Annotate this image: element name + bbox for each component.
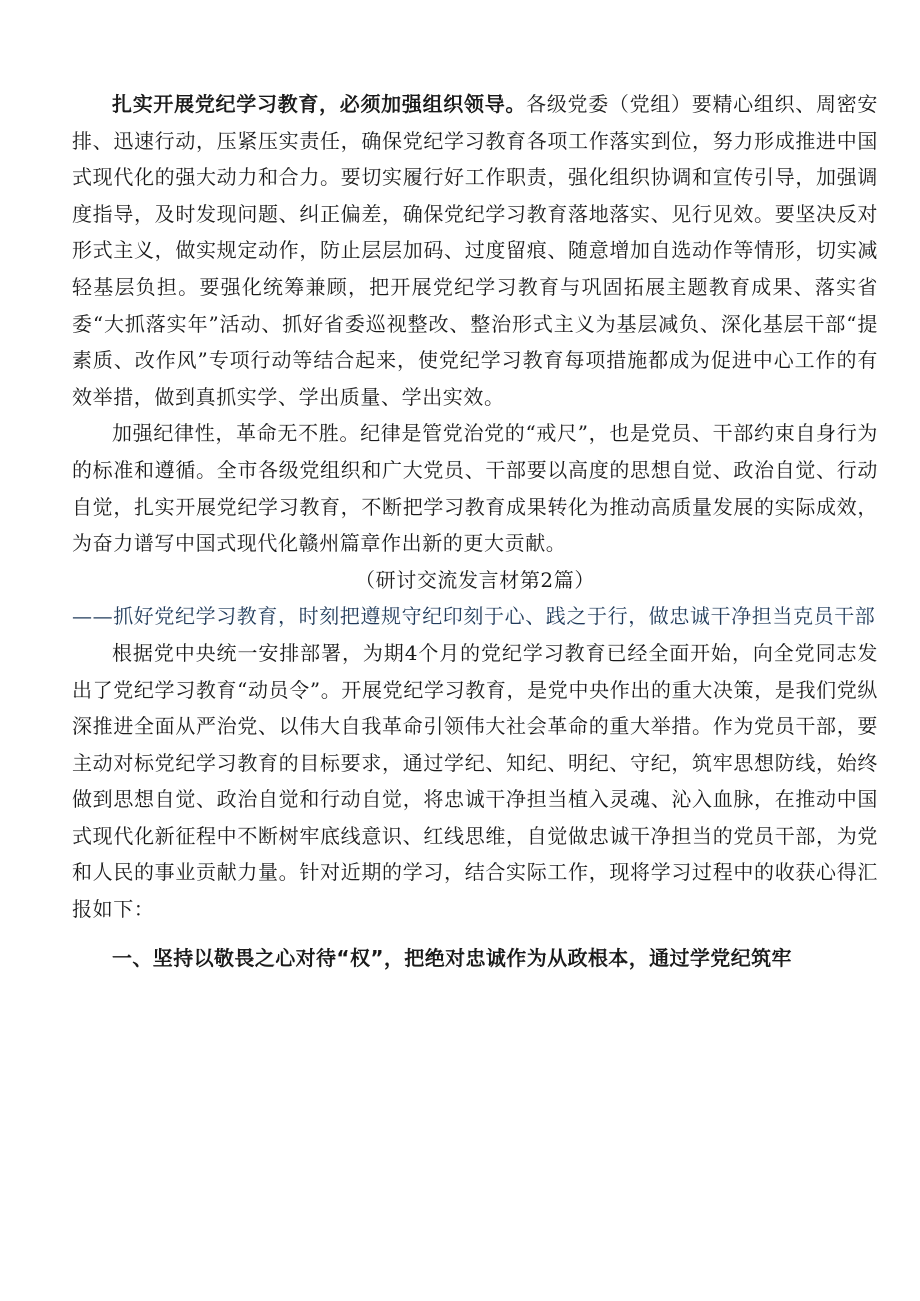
document-page bbox=[72, 86, 878, 976]
paragraph-organization-leadership bbox=[72, 86, 878, 415]
paragraph-introduction: 根据党中央统一安排部署，为期4个月的党纪学习教育已经全面开始，向全党同志发出了党纪学习教育“动员令”。开展党纪学习教育，是党中央作出的重大决策，是我们党纵深推进全面从严治党、以伟大自我革命引领伟大社会革命的重大举措。作为党员干部，要主动对标党纪学习教育的目标要求，通过学纪、知纪、明纪、守纪，筑牢思想防线，始终做到思想自觉、政治自觉和行动自觉，将忠诚干净担当植入灵魂、沁入血脉，在推动中国式现代化新征程中不断树牢底线意识、红线思维，自觉做忠诚干净担当的党员干部，为党和人民的事业贡献力量。针对近期的学习，结合实际工作，现将学习过程中的收获心得汇报如下： bbox=[72, 640, 878, 922]
paragraph-body: 各级党委（党组）要精心组织、周密安排、迅速行动，压紧压实责任，确保党纪学习教育各项工作落实到位，努力形成推进中国式现代化的强大动力和合力。要切实履行好工作职责，强化组织协调和宣传引导，加强调度指导，及时发现问题、纠正偏差，确保党纪学习教育落地落实、见行见效。要坚决反对形式主义，做实规定动作，防止层层加码、过度留痕、随意增加自选动作等情形，切实减轻基层负担。要强化统筹兼顾，把开展党纪学习教育与巩固拓展主题教育成果、落实省委“大抓落实年”活动、抓好省委巡视整改、整治形式主义为基层减负、深化基层干部“提素质、改作风”专项行动等结合起来，使党纪学习教育每项措施都成为促进中心工作的有效举措，做到真抓实学、学出质量、学出实效。 bbox=[72, 92, 878, 409]
paragraph-discipline: 加强纪律性，革命无不胜。纪律是管党治党的“戒尺”，也是党员、干部约束自身行为的标准和遵循。全市各级党组织和广大党员、干部要以高度的思想自觉、政治自觉、行动自觉，扎实开展党纪学习教育，不断把学习教育成果转化为推动高质量发展的实际成效，为奋力谱写中国式现代化赣州篇章作出新的更大贡献。 bbox=[72, 421, 878, 556]
section-label: （研讨交流发言材第2篇） bbox=[355, 567, 595, 592]
section-subtitle: ——抓好党纪学习教育，时刻把遵规守纪印刻于心、践之于行，做忠诚干净担当克员干部 bbox=[72, 604, 876, 629]
section-heading-1: 一、坚持以敬畏之心对待“权”，把绝对忠诚作为从政根本，通过学党纪筑牢 bbox=[112, 945, 792, 970]
paragraph-lead-sentence: 扎实开展党纪学习教育，必须加强组织领导。 bbox=[112, 92, 527, 116]
